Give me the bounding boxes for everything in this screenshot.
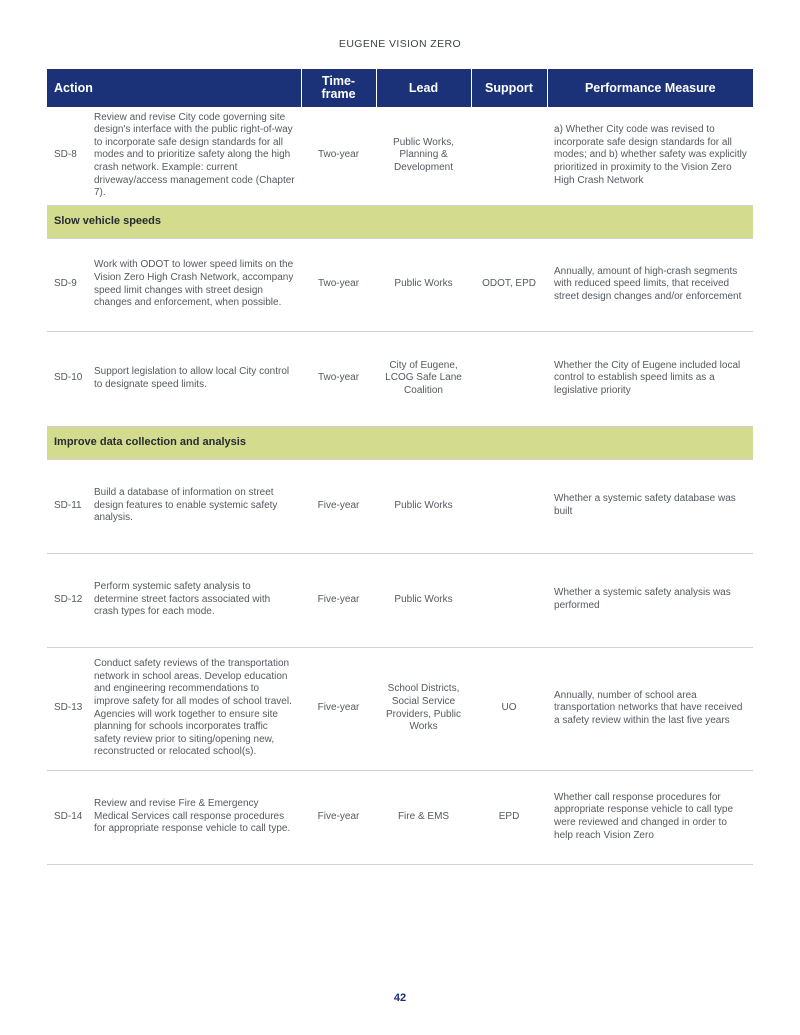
column-header-performance-measure: Performance Measure xyxy=(547,69,753,107)
performance-measure: Whether a systemic safety analysis was performed xyxy=(547,553,753,647)
section-row xyxy=(47,426,753,459)
action-description: Build a database of information on street design features to enable systemic safety analysis. xyxy=(94,459,301,553)
action-support: ODOT, EPD xyxy=(471,238,547,331)
action-timeframe: Five-year xyxy=(301,553,376,647)
action-description: Perform systemic safety analysis to determine street factors associated with crash types for each mode. xyxy=(94,553,301,647)
action-support: UO xyxy=(471,647,547,770)
action-lead: School Districts, Social Service Providers, Public Works xyxy=(376,647,471,770)
action-description: Work with ODOT to lower speed limits on the Vision Zero High Crash Network, accompany speed limit changes with street design changes and enforcement, when possible. xyxy=(94,238,301,331)
action-description: Review and revise Fire & Emergency Medical Services call response procedures for appropriate response vehicle to call type. xyxy=(94,770,301,864)
action-id: SD-10 xyxy=(47,331,94,426)
performance-measure: Annually, number of school area transportation networks that have received a safety review within the last five years xyxy=(547,647,753,770)
table-row xyxy=(47,459,753,553)
action-support xyxy=(471,553,547,647)
action-id: SD-13 xyxy=(47,647,94,770)
section-row xyxy=(47,205,753,238)
performance-measure: Whether call response procedures for appropriate response vehicle to call type were reviewed and changed in order to help reach Vision Zero xyxy=(547,770,753,864)
section-title: Improve data collection and analysis xyxy=(47,426,753,459)
action-timeframe: Five-year xyxy=(301,647,376,770)
performance-measure: Whether the City of Eugene included local control to establish speed limits as a legislative priority xyxy=(547,331,753,426)
table-row xyxy=(47,553,753,647)
action-lead: Public Works xyxy=(376,553,471,647)
action-timeframe: Two-year xyxy=(301,331,376,426)
action-lead: Public Works xyxy=(376,459,471,553)
table-row xyxy=(47,238,753,331)
performance-measure: Annually, amount of high-crash segments with reduced speed limits, that received street design changes and/or enforcement xyxy=(547,238,753,331)
action-lead: City of Eugene, LCOG Safe Lane Coalition xyxy=(376,331,471,426)
column-header-lead: Lead xyxy=(376,69,471,107)
action-lead: Public Works, Planning & Development xyxy=(376,107,471,205)
action-support xyxy=(471,107,547,205)
action-lead: Fire & EMS xyxy=(376,770,471,864)
section-title: Slow vehicle speeds xyxy=(47,205,753,238)
column-header-timeframe: Time- frame xyxy=(301,69,376,107)
action-timeframe: Five-year xyxy=(301,459,376,553)
action-description: Conduct safety reviews of the transportation network in school areas. Develop education and engineering recommendations to improve safety for all modes of school travel. Agencies will work together to ensure site planning for schools incorporates traffic safety review prior to siting/opening new, reconstructed or relocated school(s). xyxy=(94,647,301,770)
action-description: Support legislation to allow local City control to designate speed limits. xyxy=(94,331,301,426)
action-id: SD-12 xyxy=(47,553,94,647)
document-header: EUGENE VISION ZERO xyxy=(338,38,462,50)
action-support xyxy=(471,459,547,553)
action-id: SD-14 xyxy=(47,770,94,864)
action-description: Review and revise City code governing site design's interface with the public right-of-way to incorporate safe design standards for all modes and to prioritize safety along the high crash network. Example: current driveway/access management code (Chapter 7). xyxy=(94,107,301,205)
table-row xyxy=(47,647,753,770)
action-support: EPD xyxy=(471,770,547,864)
column-header-support: Support xyxy=(471,69,547,107)
table-row xyxy=(47,107,753,205)
action-timeframe: Five-year xyxy=(301,770,376,864)
table-row xyxy=(47,770,753,864)
action-timeframe: Two-year xyxy=(301,107,376,205)
action-id: SD-8 xyxy=(47,107,94,205)
table-row xyxy=(47,331,753,426)
page-number: 42 xyxy=(393,992,407,1004)
performance-measure: Whether a systemic safety database was built xyxy=(547,459,753,553)
action-timeframe: Two-year xyxy=(301,238,376,331)
action-table xyxy=(47,69,753,865)
action-lead: Public Works xyxy=(376,238,471,331)
performance-measure: a) Whether City code was revised to incorporate safe design standards for all modes; and b) whether safety was explicitly prioritized in proximity to the Vision Zero High Crash Network xyxy=(547,107,753,205)
action-id: SD-9 xyxy=(47,238,94,331)
action-support xyxy=(471,331,547,426)
table-header-row xyxy=(47,69,753,107)
column-header-action: Action xyxy=(47,69,301,107)
action-id: SD-11 xyxy=(47,459,94,553)
